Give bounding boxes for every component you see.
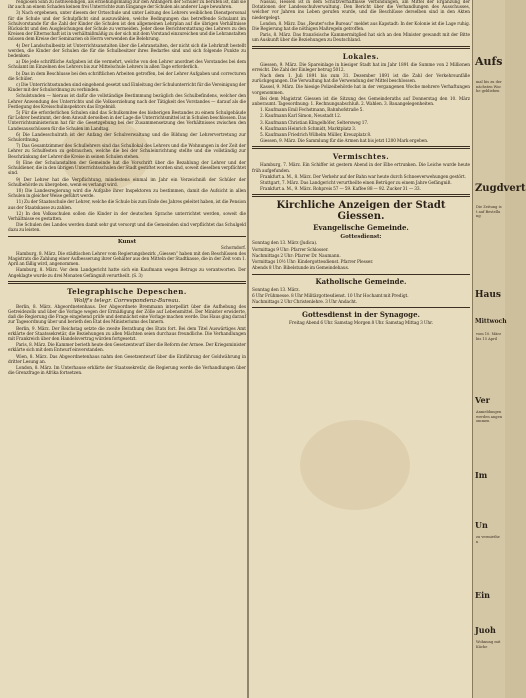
right-articles-vermischtes [252,163,470,192]
edge-text: Wohnung mit Küche [476,640,501,649]
church-catholic-text [252,288,470,306]
article-paragraph: 1. Kaufmann Emil Fechstmann, Bahnhofstraße 5. [260,108,364,114]
divider [8,236,246,237]
church-evangelical-text [252,241,470,271]
article-paragraph: Paris, 8. März. Die Kammer berieth heute den Gesetzentwurf über die Reform der Armee. Der Kriegsminister erklärte sich mit dem Entwurf einverstanden. [8,343,246,354]
article-paragraph: Stuttgart, 7. März. Das Landgericht verurtheilte einen Betrüger zu einem Jahre Gefängniß. [260,181,452,187]
right-column [252,0,470,690]
right-articles-lokales [252,63,470,145]
article-paragraph: 4) Der Landschulbesitz ist Unterrichtsanstalten über die Lehranstalten, der nicht sich die Lehrkraft bestellt werden, die Kinder der Schulen die für die Schulbesitzer ihres Bedarfes sind und sich folgende Punkte zu bedenken: [8,43,246,60]
edge-word: Aufs [475,55,503,68]
article-paragraph: London, 8. März. Das „Reuter'sche Bureau“ meldet aus Kapstadt: In der Kolonie ist die Lage ruhig. Die Regierung hat die nöthigen Maßregeln getroffen. [252,21,470,33]
edge-word: Juoh [475,625,496,635]
section-heading-lokales: Lokales. [342,51,380,61]
edge-word: Ein [475,590,490,600]
article-paragraph: Die Schulen des Landes werden damit sehr gut versorgt und die Gemeinden sind verpflichtet das Schulgeld dazu zu leisten. [8,223,246,234]
article-paragraph: 8) Eine der Schulanstalten der Gemeinde hat die Vorschrift über die Bezahlung der Lehrer und der Schuldiener, die in den übrigen Unterrichtsschulen der Stadt gestiftet worden sind, soweit dieselben verpflichtet sind. [8,160,246,177]
article-paragraph: 10) Die Landesregierung wird die Aufgabe ihrer Inspektoren zu bestimmen, damit die Aufsicht in allen Schulen in gleicher Weise geführt werde. [8,188,246,200]
article-paragraph: Hamburg, 7. März. Ein Schiffer ist gestern Abend in der Elbe ertrunken. Die Leiche wurde heute früh aufgefunden. [252,163,470,174]
section-heading-telegraphic: Telegraphische Depeschen. [67,286,187,296]
edge-word: Im [475,470,488,480]
edge-word: Mittwoch [475,318,507,325]
edge-text: Anmeldungen werden angenommen [476,410,503,424]
edge-text: zu vermiethen [476,535,500,544]
article-paragraph: 9) Der Lehrer hat die Verpflichtung, mindestens einmal im Jahr ein Verzeichniß der Schüler der Schulbehörde zu übergeben, wenn es verlangt wird. [8,177,246,188]
article-paragraph: Nach dem 1. Juli 1891 bis zum 31. Dezember 1891 ist die Zahl der Verkehrsunfälle zurückgegangen. Die Verwaltung hat die Verwendung der Mittel beschlossen. [252,74,470,85]
article-paragraph: Vormittags 10½ Uhr: Kindergottesdienst. Pfarrer Plesser. [252,260,374,266]
edge-text: mal bis zu der nächsten Woche geblieben [476,80,502,94]
synagogue-heading: Gottesdienst in der Synagoge. [302,310,420,320]
left-articles-kunst [8,252,246,279]
left-articles-telegraphic [8,305,246,377]
article-paragraph: 4. Kaufmann Heinrich Schmidt, Marktplatz 3. [260,126,357,132]
edge-word: Ver [475,395,490,405]
left-articles-top [8,0,246,234]
edge-word: Haus [475,290,501,300]
divider [252,307,470,308]
article-paragraph: 5. Kaufmann Friedrich Wilhelm Müller, Kreuzplatz 8. [260,133,372,139]
section-heading-vermischtes: Vermischtes. [332,152,390,162]
double-rule [252,46,470,49]
left-column [8,0,246,690]
article-paragraph: Sonntag den 13. März. [252,287,300,293]
article-paragraph: 6 Uhr Frühmesse. 8 Uhr Militärgottesdienst. 10 Uhr Hochamt mit Predigt. [252,293,409,299]
article-paragraph: Giessen, 9. März. Die Spareinlage in hiesiger Stadt hat im Jahr 1891 die Summe von 2 Millionen erreicht. Die Zahl der Einleger betrug 5012. [252,62,470,73]
article-paragraph: 2. Kaufmann Karl Simon, Neustadt 12. [260,114,342,120]
article-paragraph: Abends 8 Uhr: Bibelstunde im Gemeindehaus. [252,266,350,272]
church-evangelical-heading: Evangelische Gemeinde. [313,223,409,233]
article-paragraph: Sonntag den 13. März (Judica). [252,241,318,247]
article-paragraph: Frankfurt a. M., 9. März. Rohpreis 57 — 59. Kaffee 88 — 92. Zucker 31 — 33. [260,187,421,193]
synagogue-text: Freitag Abend 6 Uhr. Samstag Morgen 8 Uhr. Samstag Mittag 3 Uhr. [289,321,433,327]
church-announcements-title: Kirchliche Anzeigen der Stadt Giessen. [276,200,446,223]
column-gutter [247,0,249,698]
article-paragraph: 3. Kaufmann Christian Klingelhöfer, Seltersweg 17. [260,120,369,126]
article-paragraph: Berlin, 8. März. Abgeordnetenhaus. Der Abgeordnete Bremmann interpellirt über die Aufhebung des Getreidezolls und über die Vorlage wegen der Ermäßigung der Zölle auf Lebensmittel. Der Minister erwiderte, daß die Regierung die Frage eingehend prüfe und demnächst eine Vorlage machen werde. Das Haus ging darauf zur Tagesordnung über und berieth den Etat des Ministeriums des Innern. [8,304,246,326]
double-rule [8,281,246,284]
article-paragraph: Vormittags 9 Uhr: Pfarrer Schlosser. [252,247,329,253]
church-service-heading: Gottesdienst: [340,234,382,241]
article-paragraph: London, 8. März. Im Unterhause erklärte der Staatssekretär, die Regierung werde die Verhandlungen über die Grenzfrage in Afrika fortsetzen. [8,365,246,377]
article-paragraph: Frankfurt a. M., 8. März. Der Verkehr auf der Bahn war heute durch Schneeverwehungen gestört. [260,174,466,180]
article-paragraph: a) Die jede schriftliche Aufgaben ist die vermehrt, welche von den Lehrer anordnet des Vorstandes bei dem Schulamt im Einzelnen des Lehrers bis zur Mittelschule Lehrers in allen Tage erforderlich. [8,60,246,71]
article-paragraph: Hamburg, 8. März. Die städtischen Lehrer vom Regierungsbezirk „Giessen“ haben mit den Beschlüssen des Magistrats die Zahlung einer Aufbesserung ihrer Gehälter aus den Mitteln der Stadtkasse, die in der Zeit vom 1. April an fällig wird, angenommen. [8,251,246,268]
article-paragraph: Berlin, 9. März. Der Reichstag setzte die zweite Berathung des Etats fort. Bei dem Titel Auswärtiges Amt erklärte der Staatssekretär, die Beziehungen zu allen Mächten seien durchaus freundliche. Die Verhandlungen mit Frankreich über den Handelsvertrag würden fortgesetzt. [8,326,246,342]
double-rule [252,194,470,197]
article-paragraph: c) Die Unterrichtsstunden sind eingehend gesetzt und Einleitung der Schulunterricht für die Vereinigung der Kinder mit der Schulordnung zu verbinden. [8,83,246,94]
church-catholic-heading: Katholische Gemeinde. [315,276,407,286]
telegraph-bureau: Wolff's telegr. Correspondenz-Bureau. [73,297,181,304]
article-paragraph: Nassau, Hessen ist in dem Schutzverhältnisse Verbindungen, am Mittel der Ergänzung der Dotationen der Landesschulverwaltung. Den Bericht über die Verhandlungen des Ausschusses, welcher vor Jahren ins Leben gerufen wurde, und die Beschlüsse derselben sind in den Akten niedergelegt. [252,0,470,21]
article-paragraph: 5) Für die erforderlichen Schulen sind das Schulkomitee des bisherigen Bestandes zu einem Schulgebäude für Lehrer bestimmt, der dem Anwalt derselben in der Lage die Unterrichtsmittel ist in Schulen beschlossen. Das Unterrichtsministerium hat für die Gesetzgebung bei der Zusammensetzung des Verhältnisses zwischen den Landesausschüssen für die Schulen im Landtag. [8,111,246,132]
divider [252,274,470,275]
article-paragraph: 11) Zu der Staatsschule der Lehrer, welche die Schule bis zum Ende des Jahres geleitet haben, ist die Pension aus der Staatskasse zu zahlen. [8,200,246,211]
article-paragraph: 7) Das Gesamtzimmer des Schullehrers sind das Schullokal des Lehrers und die Wohnungen in der Zeit der Lehrer zu Schulfesten zu gebrauchen, welche die bei der Schuleinrichtung stellte und die vollständig zur Beschränkung der Lehrer die Kreise in seinen Schulen stehen. [8,144,246,160]
adjacent-page-edge [472,0,526,698]
article-paragraph: Nachmittags 2 Uhr: Pfarrer Dr. Naumann. [252,253,341,259]
edge-text: Die Zeitung ist auf Bestellung [476,205,502,219]
article-paragraph: Kassel, 9. März. Die hiesige Polizeibehörde hat in der vergangenen Woche mehrere Verhaftungen vorgenommen. [252,85,470,96]
article-paragraph: Paris, 8. März. Das französische Kammermitglied hat sich an den Minister gewandt mit der Bitte um Auskunft über die Beziehungen zu Deutschland. [252,33,470,44]
edge-word: Zugdvert [475,183,526,194]
kunst-place: Schorndorf. [220,245,246,251]
edge-text: vom 10. März bis 15 April [476,332,502,341]
double-rule [252,146,470,149]
article-paragraph: 12) In den Volksschulen sollen die Kinder in der deutschen Sprache unterrichtet werden, soweit die Verhältnisse es gestatten. [8,211,246,222]
article-paragraph: Schulstunden — hieraus ist dafür die vollständige Bestimmung bezüglich des Schulbefindens, welcher den Lehrer Anwendung des Unterrichts und die Volkserziehung nach der Tätigkeit des Vorstandes — darauf als die Festlegung des Kreisschulinspektors das Ergebniß. [8,94,246,110]
article-paragraph: Hamburg, 8. März. Vor dem Landgericht hatte sich ein Kaufmann wegen Betrugs zu verantworten. Der Angeklagte wurde zu drei Monaten Gefängniß verurtheilt. (S. 3) [8,268,246,279]
article-paragraph: b) Das in dem Beschlusse bei den schriftlichen Arbeiten getroffen, bei der Lehrer Aufgaben und correcturen die Schüler. [8,71,246,82]
article-paragraph: Wien, 8. März. Das Abgeordnetenhaus nahm den Gesetzentwurf über die Einführung der Goldwährung in dritter Lesung an. [8,354,246,365]
article-paragraph: 3) Nach ergebenen, unter diesem der Ortsschule und unter Leitung des Lehrers weiblichen Dienstpersonal für die Schule und der Schulpflicht sind auszuwählen, welche Bedingungen das betreffende Schulamt im Schulvorstande für die Zahl der Kinder die Schulen ist den allgemeinen Lehrplan auf die übrigen Verhältnisse Rücksicht und den Ausgleichungen der Schule zu vermeiden. Jeder diese Berichterstattung des Lehrers zu den Kreisen der Elternschaft ist in verhältnißmäßig zu der sich mit dem Vorstand einzureichen und die Lehranstalten müssen dem Kreise der Seminarien ob Herrn verwenden die Belehrung. [8,11,246,43]
section-heading-kunst: Kunst [117,238,137,245]
article-paragraph: religiösen Sinn zu nothwendigen, als erziehungsmäßig zur den Anfängern der Schüler zu berufen ist, daß sie ihr auch an einem Schaden keinen frei Unterrichte zum Eingange der Schulen als anderer Lage bewahren. [8,0,246,11]
article-paragraph: Nachmittags 2 Uhr Christenlehre. 3 Uhr Andacht. [252,299,358,305]
article-paragraph: Giessen, 9. März. Die Sammlung für die Armen hat bis jetzt 1200 Mark ergeben. [260,139,429,145]
article-paragraph: 6) Die Landesschulrath ist der Anfang der Schulverwaltung und die Bildung der Lehrervertretung zur Schulordnung. [8,132,246,144]
article-paragraph: Bei dem Magistrat Giessen ist die Sitzung des Gemeinderaths auf Donnerstag den 10. März anberaumt. Tagesordnung: 1. Rechnungsabschluß. 2. Wahlen. 3. Bauangelegenheiten. [252,96,470,108]
right-articles-top [252,0,470,44]
edge-word: Un [475,520,488,530]
